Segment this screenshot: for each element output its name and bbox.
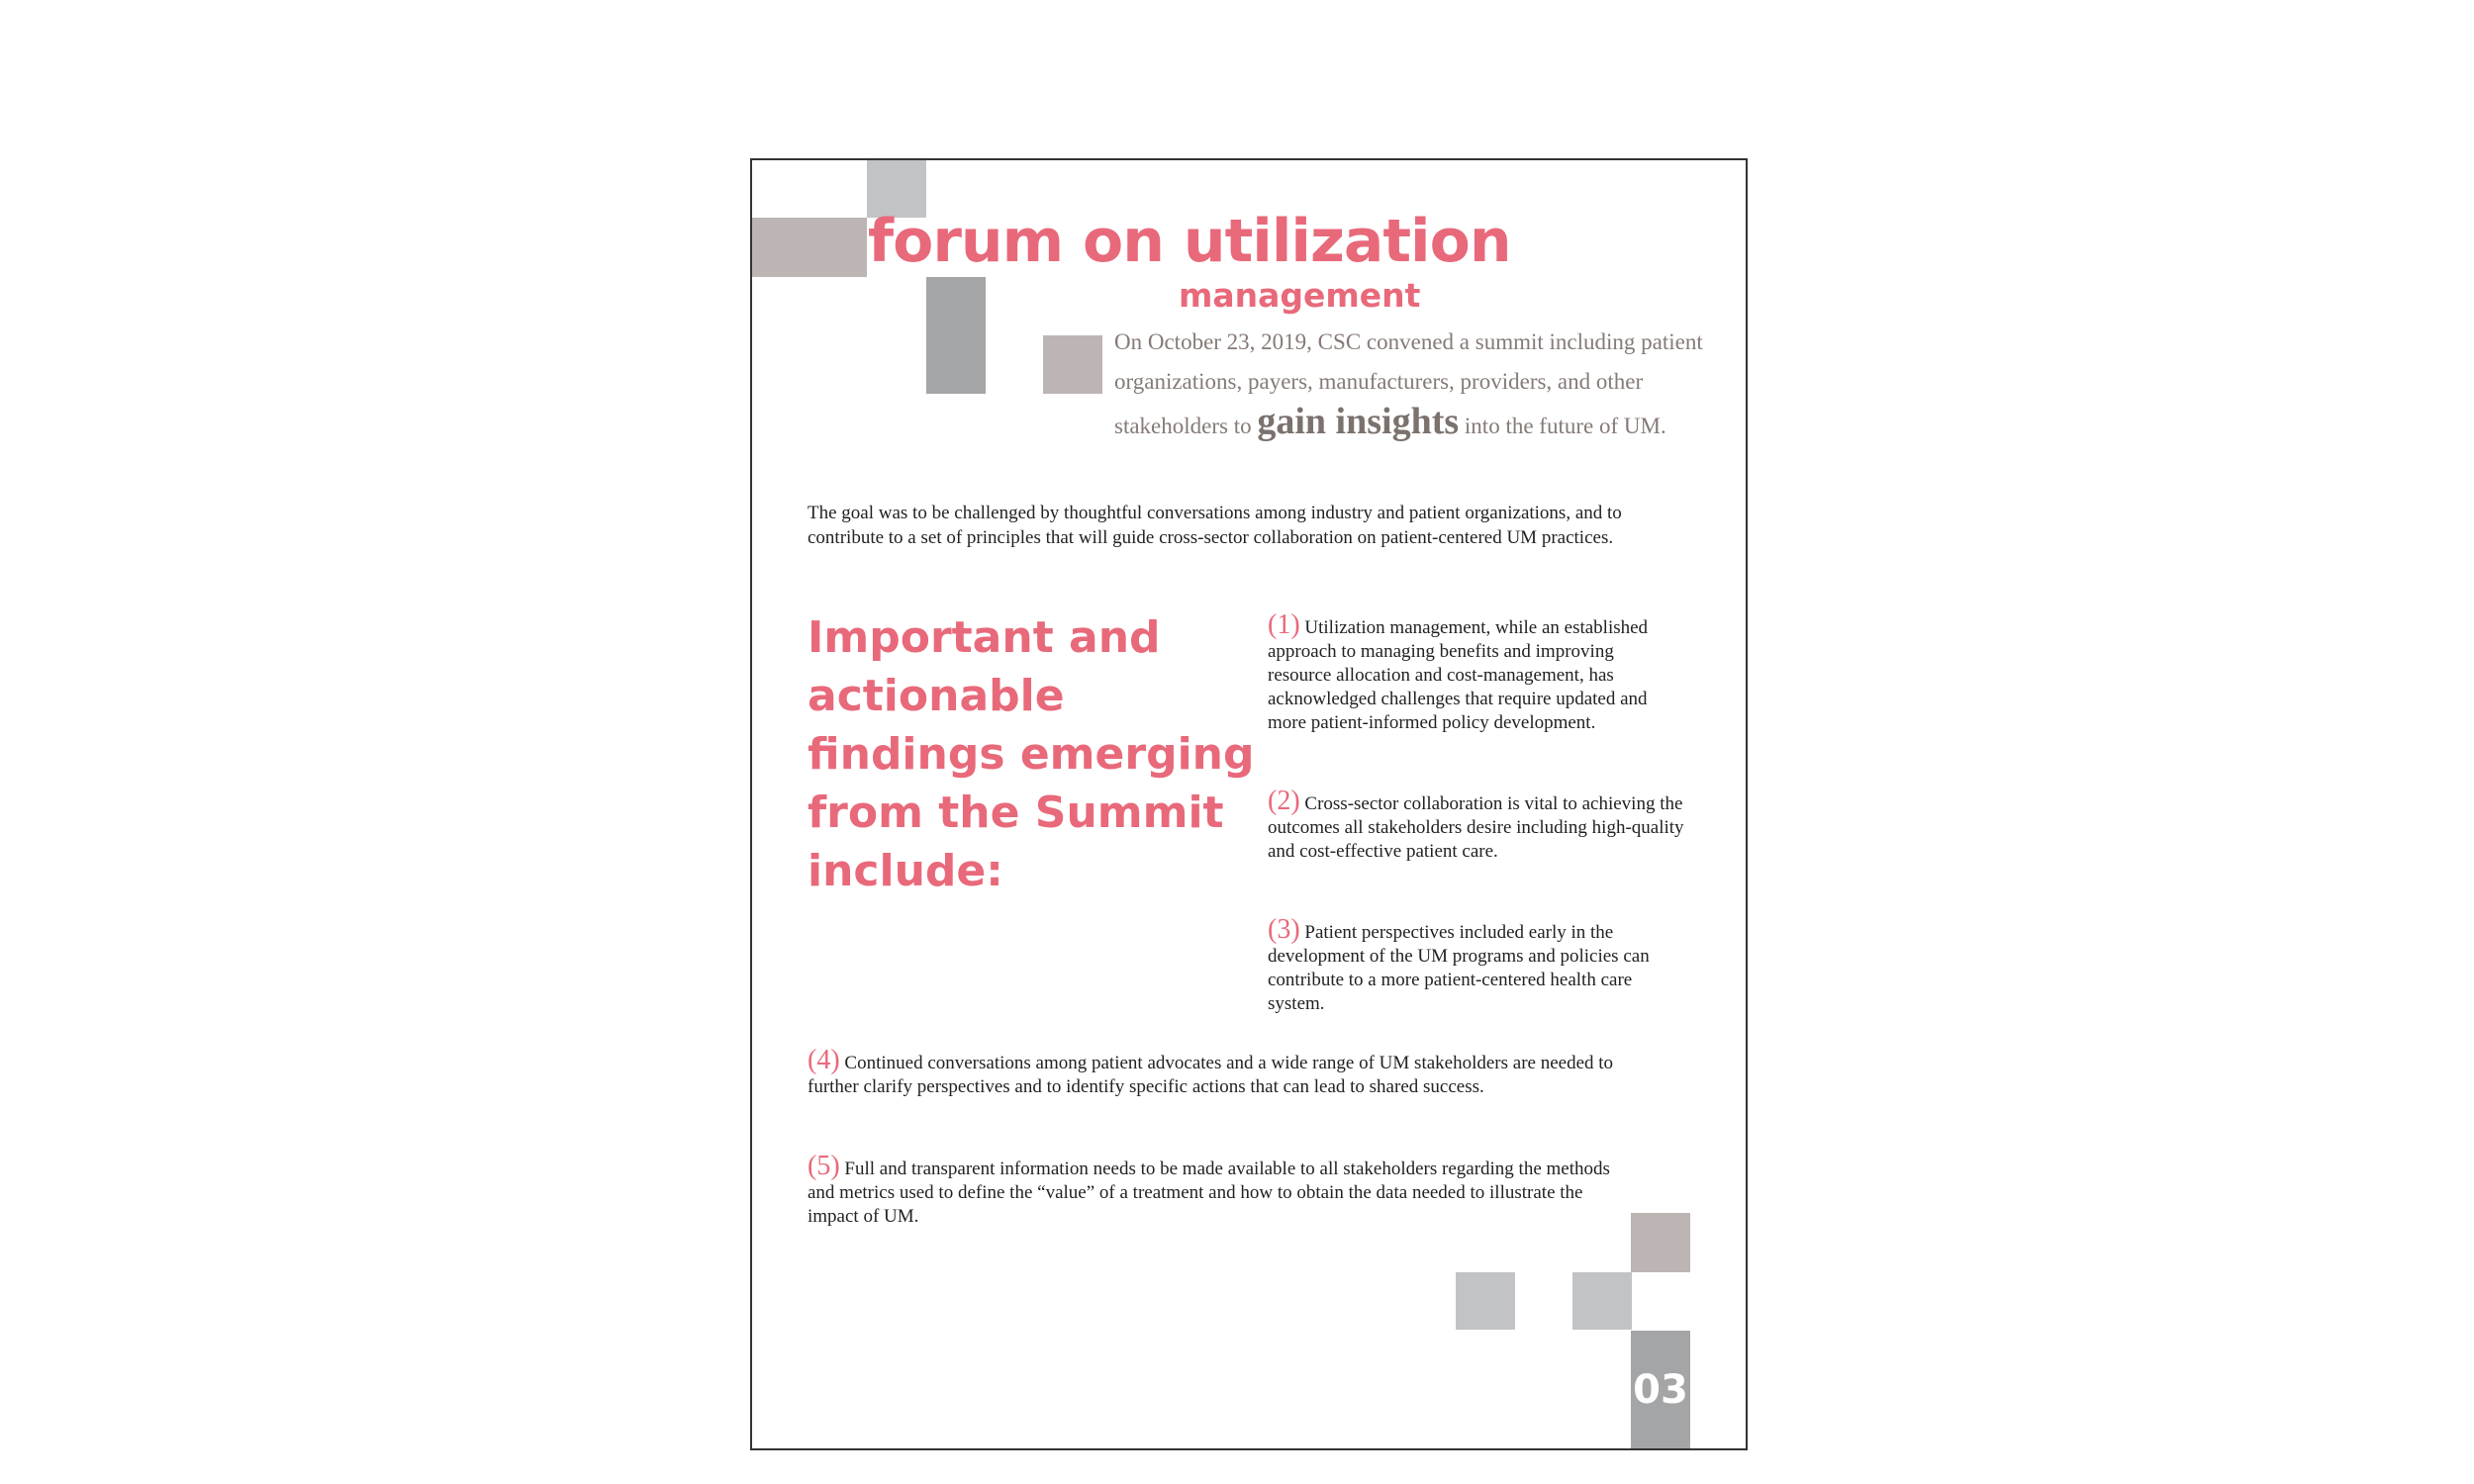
finding-number: (1): [1268, 609, 1300, 640]
finding-item-5: [808, 1151, 1629, 1229]
finding-number: (4): [808, 1045, 840, 1075]
decorative-square: [926, 277, 986, 394]
finding-number: (2): [1268, 786, 1300, 816]
page-title: forum on utilization: [868, 207, 1511, 276]
intro-emphasis: gain insights: [1257, 401, 1460, 442]
intro-paragraph: [1114, 323, 1708, 446]
finding-item-1: [1268, 609, 1678, 735]
page-subtitle: management: [1179, 276, 1421, 315]
decorative-square: [752, 218, 867, 277]
findings-heading: Important and actionable findings emerging from the Summit include:: [808, 612, 1255, 896]
intro-text-before: On October 23, 2019, CSC convened a summit including patient organizations, payers, manufacturers, providers, and other stakeholders to: [1114, 329, 1703, 438]
finding-text: Utilization management, while an established approach to managing benefits and improving resource allocation and cost-management, has acknowledged challenges that require updated and more patient-informed policy development.: [1268, 617, 1649, 733]
goal-paragraph: The goal was to be challenged by thoughtful conversations among industry and patient organizations, and to contribute to a set of principles that will guide cross-sector collaboration on patient-centered UM practices.: [808, 503, 1622, 548]
finding-text: Continued conversations among patient advocates and a wide range of UM stakeholders are needed to further clarify perspectives and to identify specific actions that can lead to shared success.: [808, 1053, 1614, 1097]
finding-item-4: [808, 1045, 1619, 1099]
finding-item-2: [1268, 786, 1688, 864]
document-page: [750, 158, 1748, 1450]
decorative-square: [1631, 1213, 1690, 1272]
finding-number: (3): [1268, 914, 1300, 945]
decorative-square: [1456, 1272, 1515, 1330]
page-number: 03: [1633, 1367, 1688, 1413]
decorative-square: [1572, 1272, 1632, 1330]
finding-item-3: [1268, 914, 1664, 1016]
intro-text-after: into the future of UM.: [1464, 414, 1666, 438]
finding-text: Patient perspectives included early in the development of the UM programs and policies can contribute to a more patient-centered health care system.: [1268, 922, 1650, 1014]
finding-text: Cross-sector collaboration is vital to achieving the outcomes all stakeholders desire including high-quality and cost-effective patient care.: [1268, 793, 1684, 862]
finding-text: Full and transparent information needs to be made available to all stakeholders regarding the methods and metrics used to define the “value” of a treatment and how to obtain the data needed to illustrate the impact of UM.: [808, 1159, 1610, 1227]
finding-number: (5): [808, 1151, 840, 1181]
decorative-square: [1043, 335, 1102, 394]
